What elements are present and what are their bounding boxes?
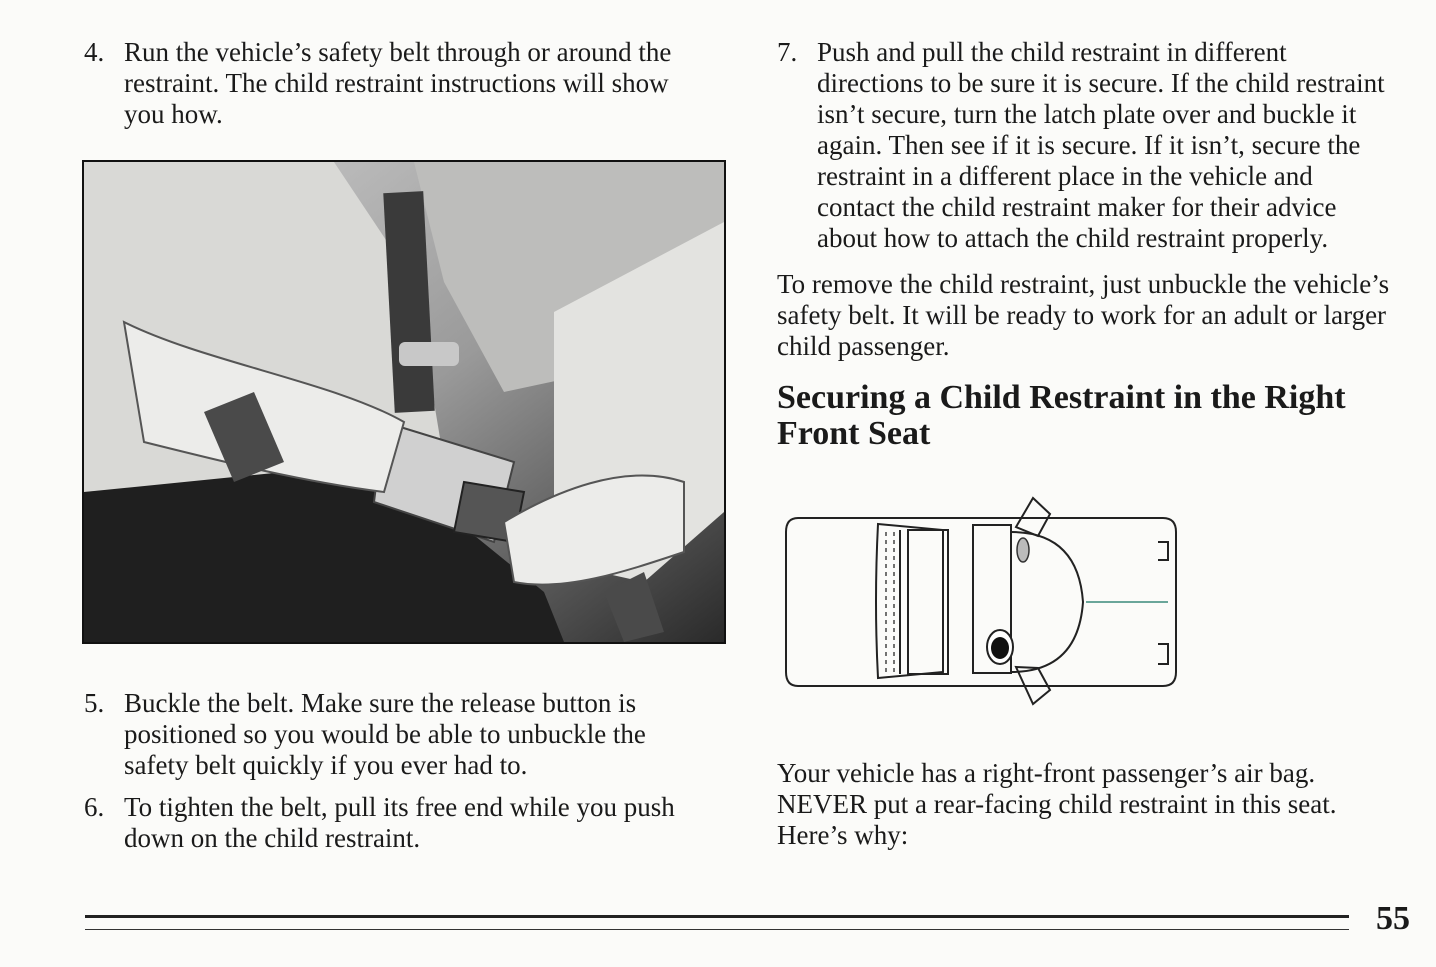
- hands-buckling-belt-drawing: [84, 162, 724, 642]
- text-line: Buckle the belt. Make sure the release button is: [124, 688, 637, 718]
- vehicle-top-view-diagram: [778, 492, 1188, 712]
- airbag-warning-paragraph: [777, 758, 1427, 851]
- heading-line: Securing a Child Restraint in the Right: [777, 379, 1346, 416]
- step-number: 6.: [84, 792, 105, 822]
- step-text: [124, 688, 646, 781]
- text-line: directions to be sure it is secure. If the child restraint: [817, 68, 1385, 98]
- step-number: 7.: [777, 37, 798, 67]
- text-line: child passenger.: [777, 331, 950, 361]
- footer-rule-thin: [85, 929, 1349, 930]
- step-4: [84, 37, 724, 132]
- step-number: 5.: [84, 688, 105, 718]
- step-number: 4.: [84, 37, 105, 67]
- footer-rule: [85, 915, 1349, 918]
- car-seating-diagram: [778, 492, 1188, 712]
- text-line: down on the child restraint.: [124, 823, 421, 853]
- text-line: To remove the child restraint, just unbuckle the vehicle’s: [777, 269, 1390, 299]
- text-line: you how.: [124, 99, 223, 129]
- section-heading: [777, 380, 1417, 452]
- step-6: [84, 792, 724, 856]
- seatbelt-buckle-illustration: [82, 160, 726, 644]
- step-text: [124, 792, 675, 854]
- text-line: again. Then see if it is secure. If it isn’t, secure the: [817, 130, 1361, 160]
- step-text: [124, 37, 671, 130]
- text-line: safety belt quickly if you ever had to.: [124, 750, 528, 780]
- text-line: about how to attach the child restraint properly.: [817, 223, 1329, 253]
- step-5: [84, 688, 724, 783]
- page-number: 55: [1376, 900, 1410, 937]
- text-line: positioned so you would be able to unbuckle the: [124, 719, 646, 749]
- text-line: isn’t secure, turn the latch plate over and buckle it: [817, 99, 1357, 129]
- step-text: [817, 37, 1385, 254]
- remove-restraint-paragraph: [777, 269, 1427, 362]
- text-line: Here’s why:: [777, 820, 909, 850]
- text-line: restraint. The child restraint instructions will show: [124, 68, 669, 98]
- text-line: safety belt. It will be ready to work for an adult or larger: [777, 300, 1387, 330]
- text-line: Push and pull the child restraint in different: [817, 37, 1287, 67]
- text-line: To tighten the belt, pull its free end while you push: [124, 792, 675, 822]
- text-line: restraint in a different place in the vehicle and: [817, 161, 1313, 191]
- heading-line: Front Seat: [777, 415, 931, 452]
- text-line: Your vehicle has a right-front passenger’s air bag.: [777, 758, 1316, 788]
- step-7: [777, 37, 1422, 257]
- text-line: NEVER put a rear-facing child restraint in this seat.: [777, 789, 1337, 819]
- text-line: Run the vehicle’s safety belt through or around the: [124, 37, 672, 67]
- text-line: contact the child restraint maker for their advice: [817, 192, 1337, 222]
